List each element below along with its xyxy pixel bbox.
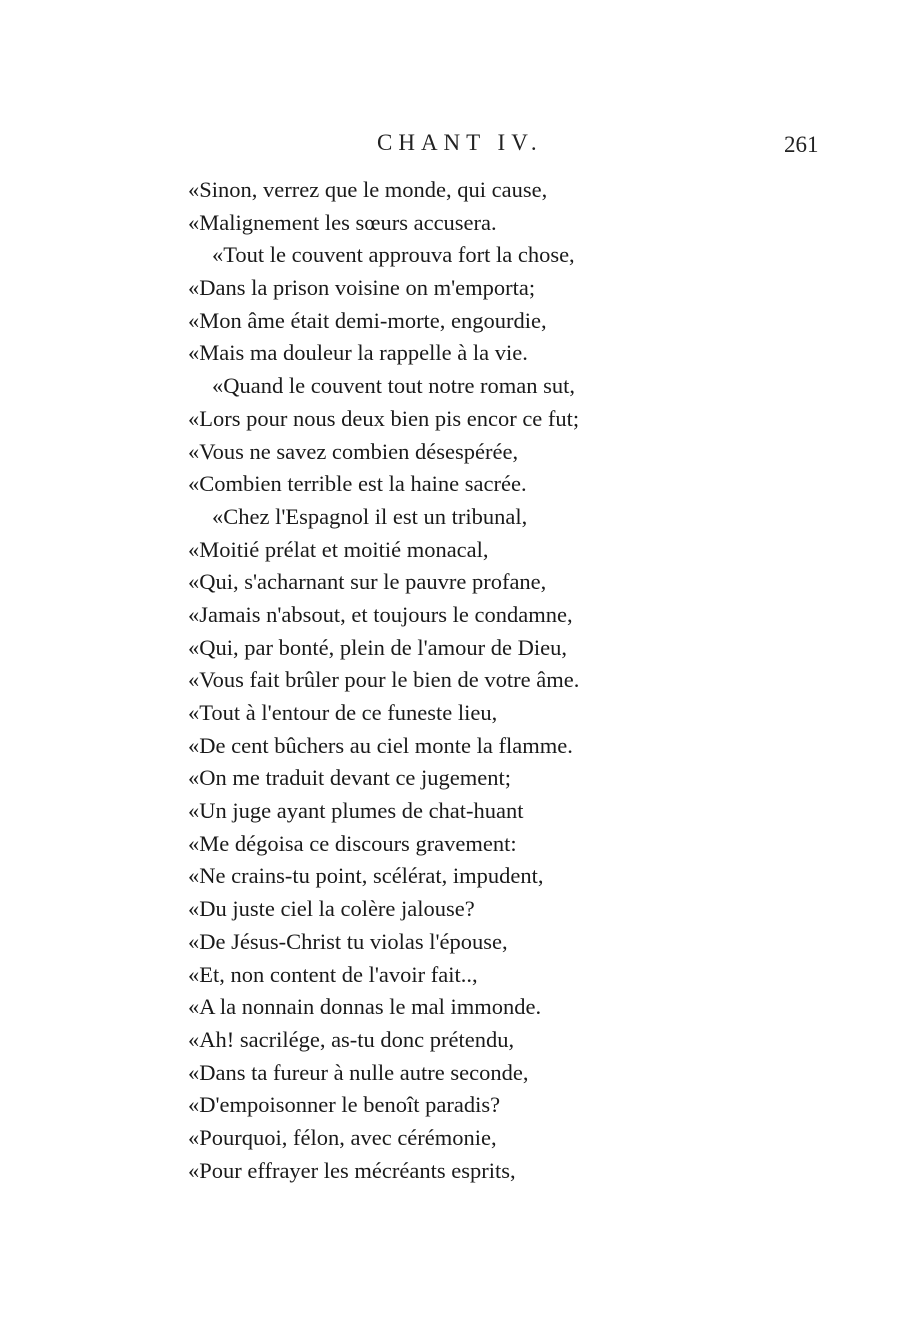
verse-line: «Ah! sacrilége, as-tu donc prétendu, — [188, 1026, 515, 1052]
verse-line: «Pourquoi, félon, avec cérémonie, — [188, 1124, 497, 1150]
verse-line: «On me traduit devant ce jugement; — [188, 765, 512, 791]
verse-line: «Qui, s'acharnant sur le pauvre profane, — [188, 569, 547, 595]
verse-line: «De cent bûchers au ciel monte la flamme. — [188, 732, 573, 758]
verse-line: «Tout à l'entour de ce funeste lieu, — [188, 700, 498, 725]
verse-line: «Quand le couvent tout notre roman sut, — [212, 373, 576, 399]
verse-line: «Moitié prélat et moitié monacal, — [188, 536, 489, 562]
verse-line: «Un juge ayant plumes de chat-huant — [188, 798, 524, 824]
running-head: CHANT IV. — [377, 130, 543, 155]
verse-line: «Mais ma douleur la rappelle à la vie. — [188, 340, 528, 366]
verse-line: «Sinon, verrez que le monde, qui cause, — [188, 177, 548, 202]
verse-line: «Ne crains-tu point, scélérat, impudent, — [188, 863, 544, 889]
verse-line: «Vous fait brûler pour le bien de votre âme. — [188, 667, 580, 693]
verse-line: «Chez l'Espagnol il est un tribunal, — [212, 503, 528, 529]
verse-line: «Dans la prison voisine on m'emporta; — [188, 275, 536, 301]
verse-line: «Jamais n'absout, et toujours le condamne, — [188, 601, 573, 627]
verse-line: «Lors pour nous deux bien pis encor ce fut; — [188, 405, 580, 431]
verse-line: «Vous ne savez combien désespérée, — [188, 438, 519, 464]
verse-line: «Pour effrayer les mécréants esprits, — [188, 1157, 516, 1183]
verse-line: «Du juste ciel la colère jalouse? — [188, 896, 475, 922]
page-number: 261 — [784, 132, 819, 157]
verse-line: «Me dégoisa ce discours gravement: — [188, 830, 517, 856]
verse-line: «Malignement les sœurs accusera. — [188, 209, 497, 235]
verse-line: «Et, non content de l'avoir fait.., — [188, 961, 478, 987]
verse-line: «De Jésus-Christ tu violas l'épouse, — [188, 928, 508, 954]
verse-line: «D'empoisonner le benoît paradis? — [188, 1092, 501, 1118]
verse-line: «Qui, par bonté, plein de l'amour de Dieu, — [188, 634, 567, 660]
verse-line: «Dans ta fureur à nulle autre seconde, — [188, 1059, 529, 1085]
verse-line: «Tout le couvent approuva fort la chose, — [212, 242, 575, 268]
verse-line: «Mon âme était demi-morte, engourdie, — [188, 307, 547, 333]
verse-line: «Combien terrible est la haine sacrée. — [188, 471, 527, 497]
verse-line: «A la nonnain donnas le mal immonde. — [188, 994, 542, 1020]
poem-text — [188, 174, 788, 1187]
